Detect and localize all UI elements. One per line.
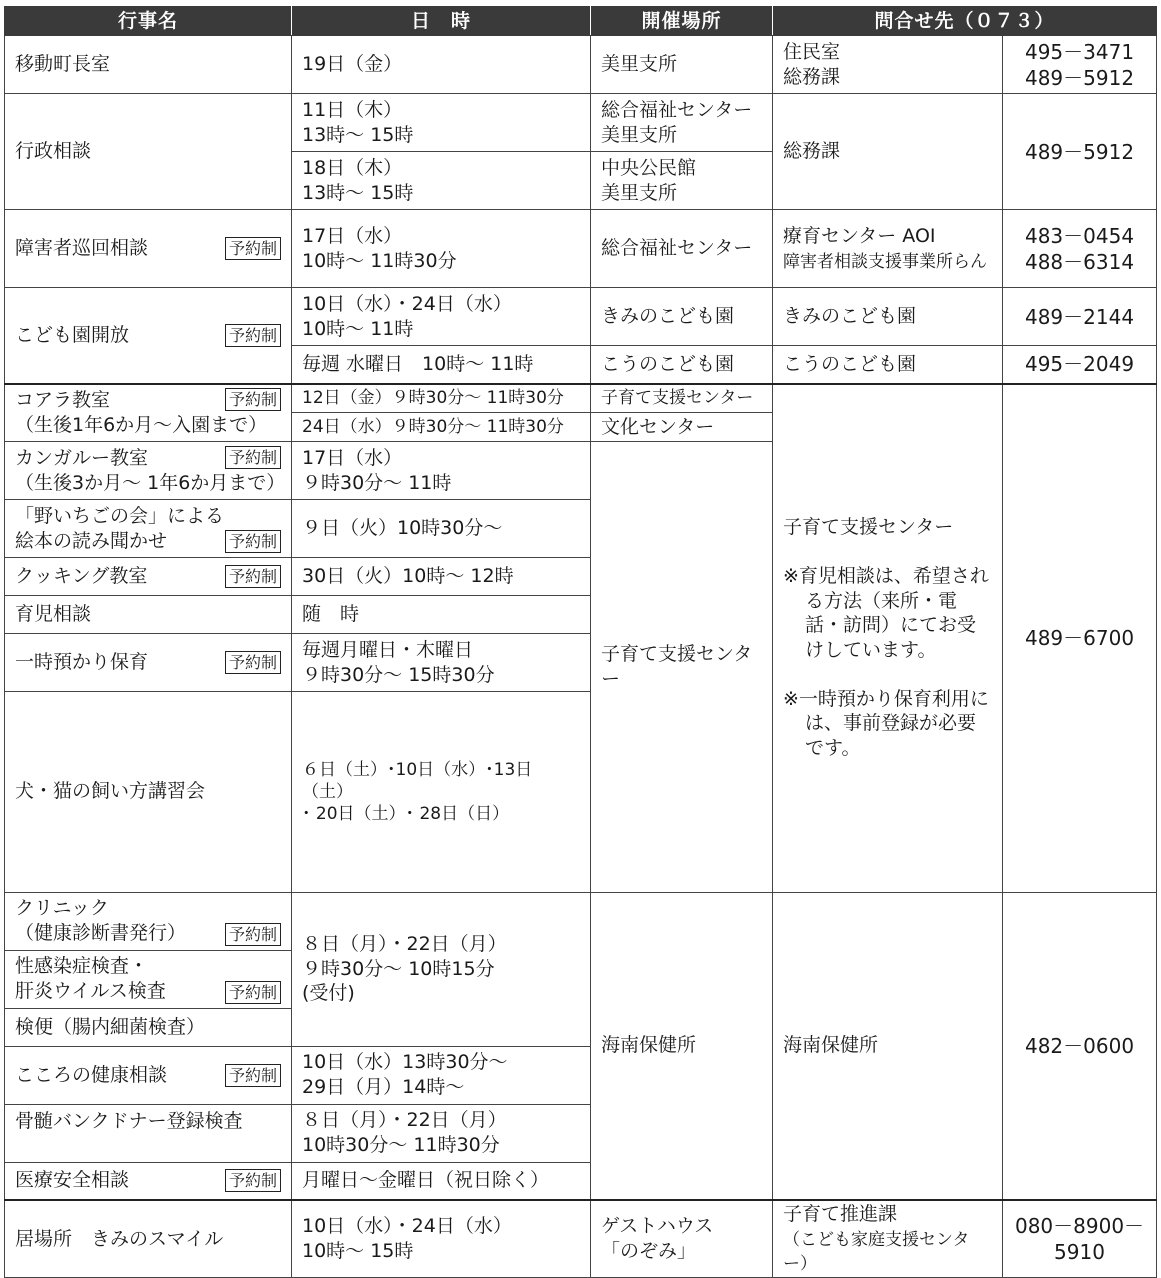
event-title: クッキング教室 — [15, 565, 148, 588]
header-datetime: 日 時 — [292, 7, 591, 36]
contact-org — [773, 1200, 1003, 1278]
event-venue: 美里支所 — [591, 36, 773, 94]
contact-note: ※育児相談は、希望される方法（来所・電話・訪問）にてお受けしています。 — [783, 564, 989, 661]
event-title: コアラ教室 — [15, 389, 111, 412]
event-name-wrap — [15, 1063, 281, 1088]
contact-org: 総務課 — [773, 94, 1003, 210]
contact-org: きみのこども園 — [773, 288, 1003, 346]
event-date: 17日（水） 10時～ 11時30分 — [292, 210, 591, 288]
contact-tel: 489－6700 — [1003, 384, 1157, 893]
contact-tel: 495－2049 — [1003, 346, 1157, 384]
event-title: 医療安全相談 — [15, 1169, 130, 1192]
contact-org — [773, 36, 1003, 94]
event-venue: 総合福祉センター 美里支所 — [591, 94, 773, 152]
event-name-wrap — [15, 236, 281, 261]
tel-line: 488－6314 — [1024, 249, 1135, 274]
event-name: 犬・猫の飼い方講習会 — [5, 692, 292, 893]
event-name-wrap — [15, 388, 281, 413]
event-name — [5, 634, 292, 692]
event-name-wrap — [15, 1168, 281, 1193]
event-subtitle: （生後1年6か月～入園まで） — [15, 413, 268, 436]
contact-org-line: （こども家庭支援センター） — [783, 1229, 970, 1275]
event-date: 11日（木） 13時～ 15時 — [292, 94, 591, 152]
event-date: 12日（金）９時30分～ 11時30分 — [292, 384, 591, 413]
reservation-badge: 予約制 — [225, 981, 281, 1004]
contact-tel: 489－5912 — [1003, 94, 1157, 210]
event-date: 10日（水）・24日（水） 10時～ 11時 — [292, 288, 591, 346]
event-name — [5, 950, 292, 1008]
event-venue: 総合福祉センター — [591, 210, 773, 288]
event-date: 18日（木） 13時～ 15時 — [292, 152, 591, 210]
contact-org-line: 子育て推進課 — [783, 1203, 898, 1225]
contact-tel — [1003, 210, 1157, 288]
event-date: 毎週 水曜日 10時～ 11時 — [292, 346, 591, 384]
contact-org-line: 療育センター AOI — [783, 224, 936, 247]
event-venue: 中央公民館 美里支所 — [591, 152, 773, 210]
header-event: 行事名 — [5, 7, 292, 36]
reservation-badge: 予約制 — [225, 446, 281, 469]
event-name-wrap — [15, 529, 281, 554]
reservation-badge: 予約制 — [225, 923, 281, 946]
contact-org-line: 総務課 — [783, 65, 841, 88]
event-date: 毎週月曜日・木曜日 ９時30分～ 15時30分 — [292, 634, 591, 692]
reservation-badge: 予約制 — [225, 237, 281, 260]
table-row — [5, 210, 1157, 288]
event-date: ６日（土）･10日（水）･13日（土） ･ 20日（土）･ 28日（日） — [292, 692, 591, 893]
event-title: 一時預かり保育 — [15, 651, 149, 674]
event-title: 「野いちごの会」による — [15, 504, 225, 527]
event-title: （健康診断書発行） — [15, 922, 187, 944]
event-title: こども園開放 — [15, 323, 130, 346]
event-date: ９日（火）10時30分～ — [292, 500, 591, 558]
contact-org: 海南保健所 — [773, 892, 1003, 1200]
event-name: 育児相談 — [5, 596, 292, 634]
event-name-wrap — [15, 564, 281, 589]
event-name: 検便（腸内細菌検査） — [5, 1008, 292, 1046]
contact-tel — [1003, 36, 1157, 94]
event-name-wrap — [15, 921, 281, 946]
contact-tel: 489－2144 — [1003, 288, 1157, 346]
contact-org-line: 住民室 — [783, 40, 841, 63]
event-venue: ゲストハウス 「のぞみ」 — [591, 1200, 773, 1278]
event-name-wrap — [15, 323, 281, 348]
event-name — [5, 384, 292, 442]
table-row — [5, 94, 1157, 152]
event-name — [5, 892, 292, 950]
event-name — [5, 210, 292, 288]
tel-line: 489－5912 — [1024, 65, 1135, 90]
event-name — [5, 1046, 292, 1104]
reservation-badge: 予約制 — [225, 530, 281, 553]
table-row — [5, 288, 1157, 346]
event-name: 骨髄バンクドナー登録検査 — [5, 1104, 292, 1162]
contact-org — [773, 384, 1003, 893]
event-title: こころの健康相談 — [15, 1063, 168, 1086]
event-date: 10日（水）・24日（水） 10時～ 15時 — [292, 1200, 591, 1278]
event-title: 肝炎ウイルス検査 — [15, 980, 166, 1002]
event-title: クリニック — [15, 897, 109, 920]
event-date: 随 時 — [292, 596, 591, 634]
header-contact: 問合せ先（０７３） — [773, 7, 1157, 36]
event-title: 性感染症検査・ — [15, 955, 149, 978]
event-name — [5, 288, 292, 384]
event-name — [5, 558, 292, 596]
event-date: 17日（水） ９時30分～ 11時 — [292, 442, 591, 500]
contact-tel: 482－0600 — [1003, 892, 1157, 1200]
reservation-badge: 予約制 — [225, 1064, 281, 1087]
event-date: 30日（火）10時～ 12時 — [292, 558, 591, 596]
event-date: ８日（月）・22日（月） ９時30分～ 10時15分 (受付) — [292, 892, 591, 1046]
event-title: 絵本の読み聞かせ — [15, 529, 168, 552]
tel-line: 483－0454 — [1024, 223, 1135, 248]
contact-org: こうのこども園 — [773, 346, 1003, 384]
reservation-badge: 予約制 — [225, 565, 281, 588]
event-venue: 子育て支援センター — [591, 442, 773, 893]
contact-tel: 080－8900－ 5910 — [1003, 1200, 1157, 1278]
header-row — [5, 7, 1157, 36]
event-name — [5, 1162, 292, 1200]
contact-org-name: 子育て支援センター — [783, 516, 954, 539]
event-name: 行政相談 — [5, 94, 292, 210]
event-name-wrap — [15, 650, 281, 675]
contact-note: ※一時預かり保育利用には、事前登録が必要です。 — [783, 687, 989, 760]
event-name-wrap — [15, 979, 281, 1004]
contact-org — [773, 210, 1003, 288]
event-venue: きみのこども園 — [591, 288, 773, 346]
event-title: 障害者巡回相談 — [15, 237, 149, 260]
event-subtitle: （生後3か月～ 1年6か月まで） — [15, 471, 286, 494]
event-schedule-table — [4, 6, 1157, 1278]
table-row — [5, 384, 1157, 413]
event-venue: こうのこども園 — [591, 346, 773, 384]
reservation-badge: 予約制 — [225, 1169, 281, 1192]
event-date: ８日（月）・22日（月） 10時30分～ 11時30分 — [292, 1104, 591, 1162]
event-name: 居場所 きみのスマイル — [5, 1200, 292, 1278]
event-name — [5, 500, 292, 558]
contact-org-line: 障害者相談支援事業所らん — [783, 251, 987, 272]
event-venue: 海南保健所 — [591, 892, 773, 1200]
event-name — [5, 442, 292, 500]
event-date: 10日（水）13時30分～ 29日（月）14時～ — [292, 1046, 591, 1104]
event-title: カンガルー教室 — [15, 446, 149, 469]
event-venue: 文化センター — [591, 413, 773, 442]
reservation-badge: 予約制 — [225, 651, 281, 674]
event-date: 19日（金） — [292, 36, 591, 94]
tel-line: 495－3471 — [1024, 39, 1135, 64]
table-row — [5, 1200, 1157, 1278]
reservation-badge: 予約制 — [225, 324, 281, 347]
reservation-badge: 予約制 — [225, 388, 281, 411]
table-row — [5, 892, 1157, 950]
event-date: 月曜日～金曜日（祝日除く） — [292, 1162, 591, 1200]
table-row — [5, 36, 1157, 94]
event-venue: 子育て支援センター — [591, 384, 773, 413]
event-name: 移動町長室 — [5, 36, 292, 94]
header-venue: 開催場所 — [591, 7, 773, 36]
event-date: 24日（水）９時30分～ 11時30分 — [292, 413, 591, 442]
event-name-wrap — [15, 446, 281, 471]
